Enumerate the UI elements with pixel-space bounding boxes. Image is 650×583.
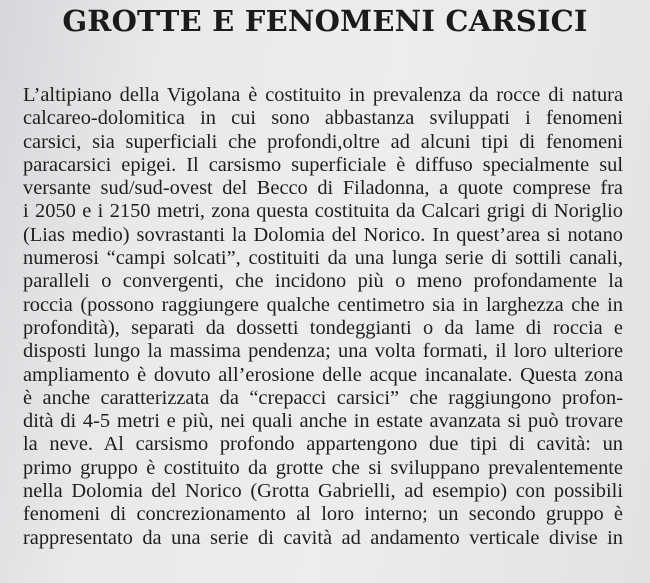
text-line: i 2050 e i 2150 metri, zona questa costituita da Calcari grigi di Noriglio [23,200,623,223]
text-line: rappresentato da una serie di cavità ad andamento verticale divise in [23,526,623,549]
text-line: numerosi “campi solcati”, costituiti da una lunga serie di sottili canali, [23,247,623,270]
text-line: fenomeni di concrezionamento al loro interno; un secondo gruppo è [23,503,623,526]
text-line: disposti lungo la massima pendenza; una volta formati, il loro ulteriore [23,340,623,363]
body-paragraph [23,84,623,550]
text-line: L’altipiano della Vigolana è costituito in prevalenza da rocce di natura [23,84,623,106]
text-line: carsici, sia superficiali che profondi,oltre ad alcuni tipi di fenomeni [23,130,623,153]
text-line: paracarsici epigei. Il carsismo superficiale è diffuso specialmente sul [23,153,623,176]
text-line: profondità), separati da dossetti tondeggianti o da lame di roccia e [23,316,623,339]
text-line: roccia (possono raggiungere qualche centimetro sia in larghezza che in [23,293,623,316]
text-line: primo gruppo è costituito da grotte che si sviluppano prevalentemente [23,456,623,479]
text-line: versante sud/sud-ovest del Becco di Filadonna, a quote comprese fra [23,177,623,200]
text-line: nella Dolomia del Norico (Grotta Gabrielli, ad esempio) con possibili [23,480,623,503]
text-line: dità di 4-5 metri e più, nei quali anche in estate avanzata si può trovare [23,410,623,433]
page-title: GROTTE E FENOMENI CARSICI [62,4,588,38]
text-line: paralleli o convergenti, che incidono più o meno profondamente la [23,270,623,293]
text-line: ampliamento è dovuto all’erosione delle acque incanalate. Questa zona [23,363,623,386]
text-line: (Lias medio) sovrastanti la Dolomia del Norico. In quest’area si notano [23,223,623,246]
text-line: è anche caratterizzata da “crepacci carsici” che raggiungono profon- [23,386,623,409]
text-line: calcareo-dolomitica in cui sono abbastanza sviluppati i fenomeni [23,107,623,130]
text-line: la neve. Al carsismo profondo appartengono due tipi di cavità: un [23,433,623,456]
